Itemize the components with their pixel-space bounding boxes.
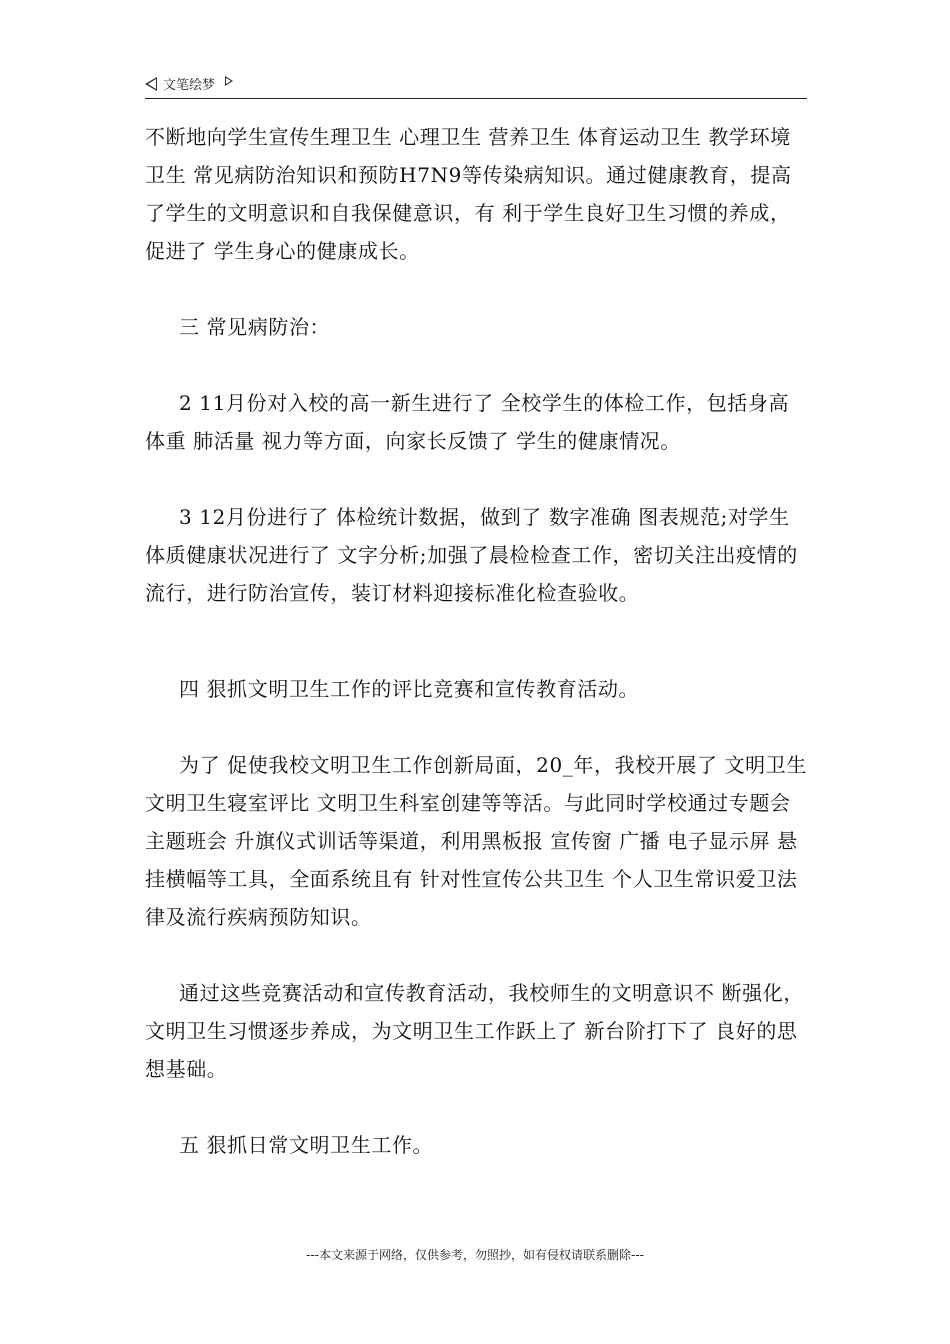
paragraph-campaign: 为了 促使我校文明卫生工作创新局面，20_年，我校开展了 文明卫生 文明卫生寝室评比 文明卫生科室创建等等活。与此同时学校通过专题会主题班会 升旗仪式训话等渠道，利用黑板报 宣传窗 广播 电子显示屏 悬挂横幅等工具，全面系统且有 针对性宣传公共卫生 个人卫生常识爱卫法律及流行疾病预防知识。 (145, 753, 807, 929)
triangle-left-icon (145, 77, 157, 91)
triangle-right-icon (225, 76, 233, 86)
heading-section-3: 三 常见病防治： (179, 315, 331, 339)
paragraph-physical-exam: 2 11月份对入校的高一新生进行了 全校学生的体检工作，包括身高 体重 肺活量 视力等方面，向家长反馈了 学生的健康情况。 (145, 391, 790, 453)
heading-section-5: 五 狠抓日常文明卫生工作。 (179, 1133, 434, 1157)
paragraph-results: 通过这些竞赛活动和宣传教育活动，我校师生的文明意识不 断强化，文明卫生习惯逐步养成，为文明卫生工作跃上了 新台阶打下了 良好的思想基础。 (145, 981, 804, 1081)
header-brand (145, 74, 233, 93)
paragraph-health-education: 不断地向学生宣传生理卫生 心理卫生 营养卫生 体育运动卫生 教学环境卫生 常见病防治知识和预防H7N9等传染病知识。通过健康教育，提高了学生的文明意识和自我保健意识，有 利于学生良好卫生习惯的养成，促进了 学生身心的健康成长。 (145, 125, 792, 263)
page-header (145, 74, 807, 99)
document-body (145, 118, 807, 1164)
footer-notice: ---本文来源于网络，仅供参考，勿照抄，如有侵权请联系删除--- (306, 1248, 644, 1262)
heading-section-4: 四 狠抓文明卫生工作的评比竞赛和宣传教育活动。 (179, 677, 640, 701)
paragraph-statistics: 3 12月份进行了 体检统计数据，做到了 数字准确 图表规范;对学生体质健康状况进行了 文字分析;加强了晨检检查工作，密切关注出疫情的流行，进行防治宣传，装订材料迎接标准化检查验收。 (145, 505, 798, 605)
brand-name: 文笔绘梦 (163, 78, 216, 93)
